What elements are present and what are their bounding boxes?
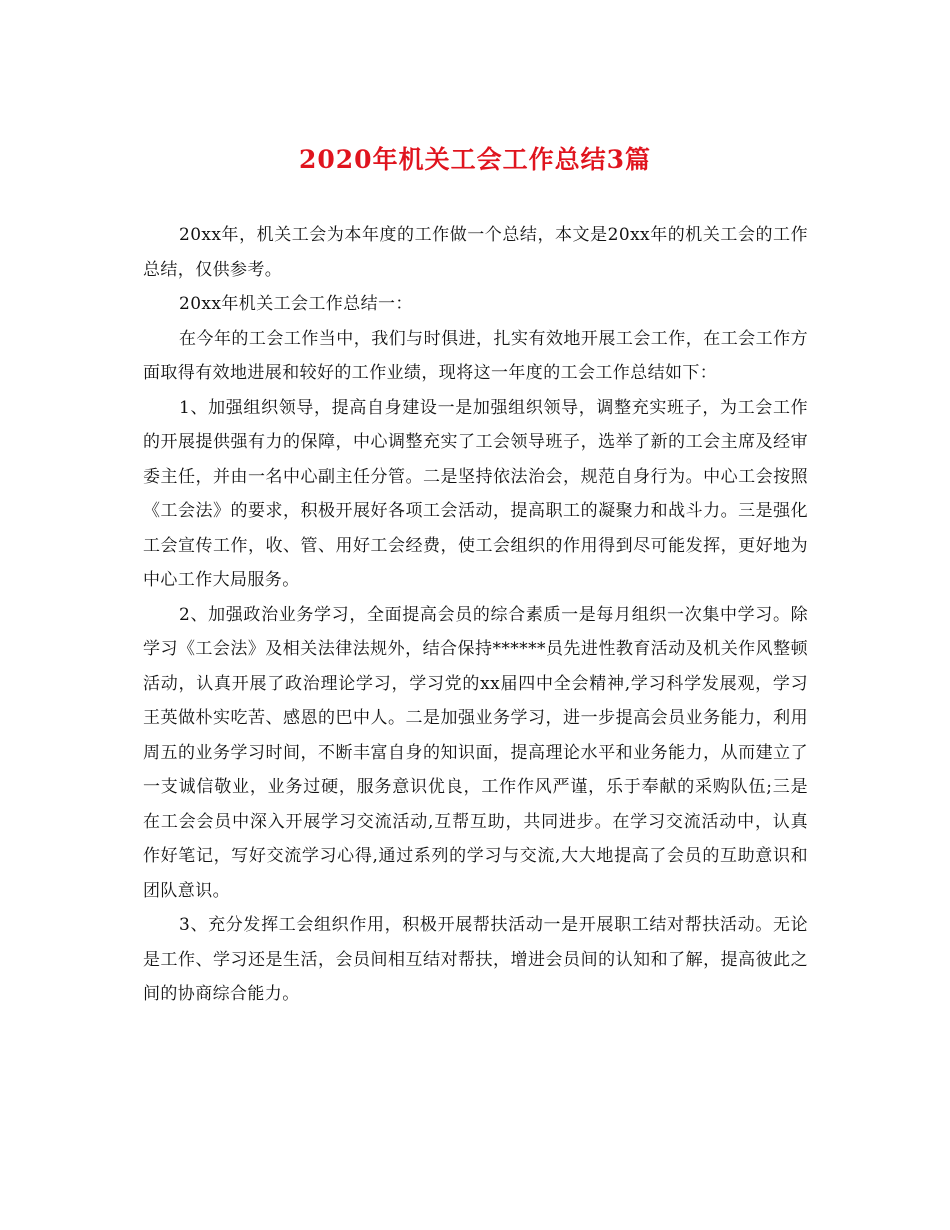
document-title: 2020年机关工会工作总结3篇 bbox=[299, 145, 651, 174]
paragraph-item-1: 1、加强组织领导，提高自身建设一是加强组织领导，调整充实班子，为工会工作的开展提供强有力的保障，中心调整充实了工会领导班子，选举了新的工会主席及经审委主任，并由一名中心副主任分管。二是坚持依法治会，规范自身行为。中心工会按照《工会法》的要求，积极开展好各项工会活动，提高职工的凝聚力和战斗力。三是强化工会宣传工作，收、管、用好工会经费，使工会组织的作用得到尽可能发挥，更好地为中心工作大局服务。 bbox=[143, 397, 808, 590]
paragraph-section-heading: 20xx年机关工会工作总结一： bbox=[179, 294, 413, 314]
paragraph-overview: 在今年的工会工作当中，我们与时俱进，扎实有效地开展工会工作，在工会工作方面取得有效地进展和较好的工作业绩，现将这一年度的工会工作总结如下： bbox=[143, 328, 808, 383]
paragraph-item-3: 3、充分发挥工会组织作用，积极开展帮扶活动一是开展职工结对帮扶活动。无论是工作、学习还是生活，会员间相互结对帮扶，增进会员间的认知和了解，提高彼此之间的协商综合能力。 bbox=[143, 915, 808, 1004]
paragraph-item-2: 2、加强政治业务学习，全面提高会员的综合素质一是每月组织一次集中学习。除学习《工会法》及相关法律法规外，结合保持******员先进性教育活动及机关作风整顿活动，认真开展了政治理论学习，学习党的xx届四中全会精神,学习科学发展观，学习王英做朴实吃苦、感恩的巴中人。二是加强业务学习，进一步提高会员业务能力，利用周五的业务学习时间，不断丰富自身的知识面，提高理论水平和业务能力，从而建立了一支诚信敬业，业务过硬，服务意识优良，工作作风严谨，乐于奉献的采购队伍;三是在工会会员中深入开展学习交流活动,互帮互助，共同进步。在学习交流活动中，认真作好笔记，写好交流学习心得,通过系列的学习与交流,大大地提高了会员的互助意识和团队意识。 bbox=[143, 604, 808, 901]
paragraph-intro: 20xx年，机关工会为本年度的工作做一个总结，本文是20xx年的机关工会的工作总结，仅供参考。 bbox=[143, 225, 808, 280]
document-body bbox=[143, 218, 808, 1012]
